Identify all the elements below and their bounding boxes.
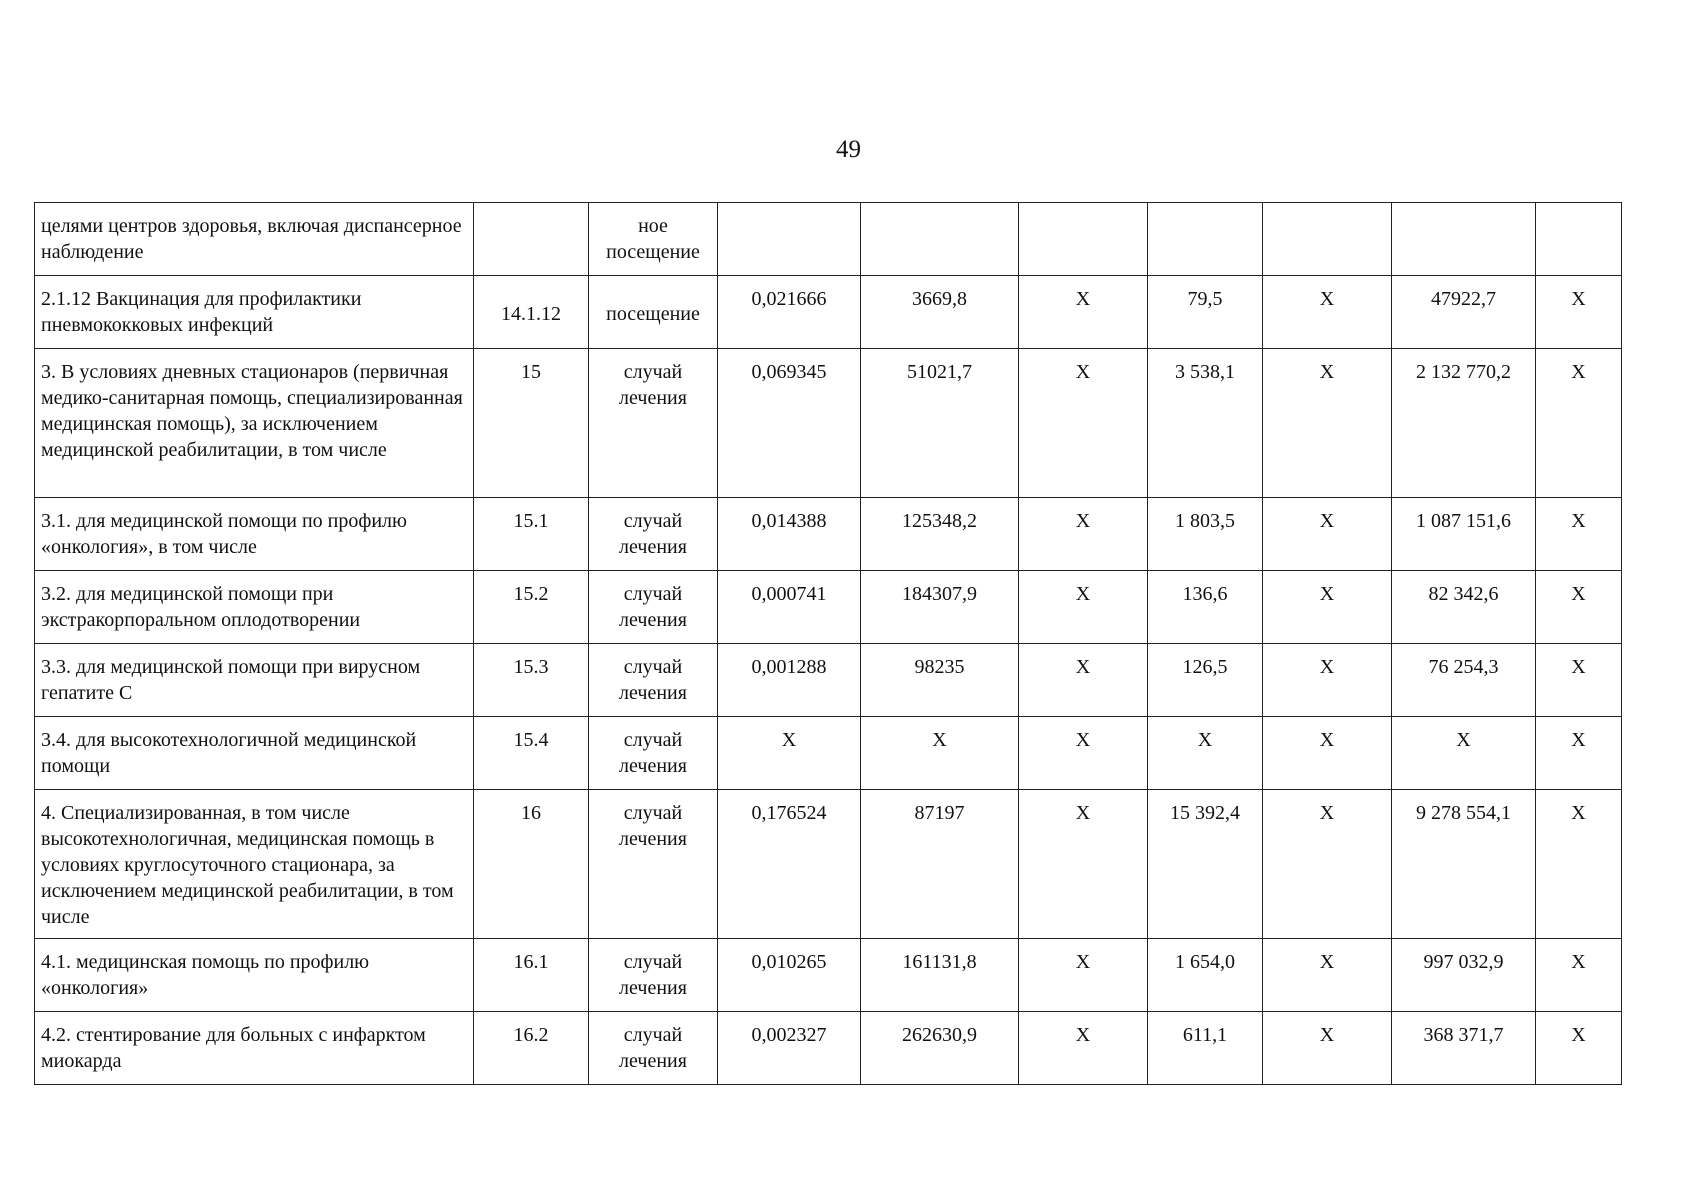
- value-cell: Х: [1263, 939, 1392, 1012]
- value-cell: [1392, 203, 1536, 276]
- value-cell: Х: [1536, 717, 1622, 790]
- row-code-cell: 16: [474, 790, 589, 939]
- value-cell: Х: [1536, 571, 1622, 644]
- row-code-cell: 15.2: [474, 571, 589, 644]
- unit-cell: случай лечения: [589, 644, 718, 717]
- row-name-cell: 4. Специализированная, в том числе высокотехнологичная, медицинская помощь в условиях круглосуточного стационара, за исключением медицинской реабилитации, в том числе: [35, 790, 474, 939]
- value-cell: Х: [1019, 939, 1148, 1012]
- value-cell: 0,014388: [718, 498, 861, 571]
- row-code-cell: 15.3: [474, 644, 589, 717]
- value-cell: 125348,2: [861, 498, 1019, 571]
- value-cell: [1019, 203, 1148, 276]
- value-cell: 15 392,4: [1148, 790, 1263, 939]
- value-cell: 368 371,7: [1392, 1012, 1536, 1085]
- table-row: [35, 1012, 1622, 1085]
- unit-cell: случай лечения: [589, 790, 718, 939]
- value-cell: Х: [1019, 790, 1148, 939]
- value-cell: 9 278 554,1: [1392, 790, 1536, 939]
- row-name-cell: 2.1.12 Вакцинация для профилактики пневмококковых инфекций: [35, 276, 474, 349]
- value-cell: Х: [1536, 276, 1622, 349]
- value-cell: Х: [1536, 1012, 1622, 1085]
- value-cell: Х: [1019, 276, 1148, 349]
- value-cell: Х: [861, 717, 1019, 790]
- value-cell: 87197: [861, 790, 1019, 939]
- unit-cell: случай лечения: [589, 717, 718, 790]
- value-cell: 82 342,6: [1392, 571, 1536, 644]
- value-cell: Х: [1536, 498, 1622, 571]
- value-cell: 47922,7: [1392, 276, 1536, 349]
- value-cell: 1 087 151,6: [1392, 498, 1536, 571]
- row-name-cell: 3.1. для медицинской помощи по профилю «онкология», в том числе: [35, 498, 474, 571]
- unit-cell: случай лечения: [589, 1012, 718, 1085]
- value-cell: 0,001288: [718, 644, 861, 717]
- table-row: [35, 790, 1622, 939]
- value-cell: 0,021666: [718, 276, 861, 349]
- value-cell: 2 132 770,2: [1392, 349, 1536, 498]
- unit-cell: ное посещение: [589, 203, 718, 276]
- table-row: [35, 498, 1622, 571]
- row-code-cell: [474, 203, 589, 276]
- value-cell: 51021,7: [861, 349, 1019, 498]
- value-cell: 161131,8: [861, 939, 1019, 1012]
- value-cell: Х: [1536, 939, 1622, 1012]
- row-code-cell: 16.1: [474, 939, 589, 1012]
- value-cell: Х: [1263, 717, 1392, 790]
- value-cell: 0,176524: [718, 790, 861, 939]
- value-cell: 79,5: [1148, 276, 1263, 349]
- value-cell: 126,5: [1148, 644, 1263, 717]
- value-cell: 1 803,5: [1148, 498, 1263, 571]
- table-row: [35, 349, 1622, 498]
- value-cell: Х: [1019, 717, 1148, 790]
- value-cell: [1536, 203, 1622, 276]
- value-cell: 136,6: [1148, 571, 1263, 644]
- value-cell: Х: [1019, 571, 1148, 644]
- row-code-cell: 15: [474, 349, 589, 498]
- value-cell: Х: [1019, 349, 1148, 498]
- value-cell: 76 254,3: [1392, 644, 1536, 717]
- row-code-cell: 16.2: [474, 1012, 589, 1085]
- unit-cell: случай лечения: [589, 349, 718, 498]
- value-cell: 184307,9: [861, 571, 1019, 644]
- row-code-cell: 15.1: [474, 498, 589, 571]
- value-cell: 0,002327: [718, 1012, 861, 1085]
- row-name-cell: 3.4. для высокотехнологичной медицинской помощи: [35, 717, 474, 790]
- table-row: [35, 571, 1622, 644]
- value-cell: Х: [1148, 717, 1263, 790]
- unit-cell: посещение: [589, 276, 718, 349]
- value-cell: Х: [1263, 644, 1392, 717]
- value-cell: [1148, 203, 1263, 276]
- row-name-cell: целями центров здоровья, включая диспансерное наблюдение: [35, 203, 474, 276]
- row-name-cell: 4.2. стентирование для больных с инфарктом миокарда: [35, 1012, 474, 1085]
- value-cell: [718, 203, 861, 276]
- value-cell: 3 538,1: [1148, 349, 1263, 498]
- value-cell: Х: [1536, 790, 1622, 939]
- value-cell: 0,069345: [718, 349, 861, 498]
- unit-cell: случай лечения: [589, 939, 718, 1012]
- value-cell: Х: [1536, 644, 1622, 717]
- value-cell: 611,1: [1148, 1012, 1263, 1085]
- value-cell: [861, 203, 1019, 276]
- row-code-cell: 14.1.12: [474, 276, 589, 349]
- value-cell: 0,000741: [718, 571, 861, 644]
- value-cell: 0,010265: [718, 939, 861, 1012]
- value-cell: 3669,8: [861, 276, 1019, 349]
- value-cell: Х: [718, 717, 861, 790]
- row-name-cell: 3.2. для медицинской помощи при экстракорпоральном оплодотворении: [35, 571, 474, 644]
- value-cell: Х: [1263, 498, 1392, 571]
- value-cell: Х: [1019, 498, 1148, 571]
- value-cell: [1263, 203, 1392, 276]
- data-table: [34, 202, 1622, 1085]
- value-cell: Х: [1536, 349, 1622, 498]
- value-cell: 1 654,0: [1148, 939, 1263, 1012]
- value-cell: Х: [1263, 1012, 1392, 1085]
- row-name-cell: 3.3. для медицинской помощи при вирусном гепатите С: [35, 644, 474, 717]
- value-cell: 98235: [861, 644, 1019, 717]
- row-name-cell: 4.1. медицинская помощь по профилю «онкология»: [35, 939, 474, 1012]
- page-number: 49: [836, 136, 861, 163]
- unit-cell: случай лечения: [589, 571, 718, 644]
- value-cell: Х: [1263, 349, 1392, 498]
- table-row: [35, 276, 1622, 349]
- unit-cell: случай лечения: [589, 498, 718, 571]
- value-cell: 997 032,9: [1392, 939, 1536, 1012]
- table-row: [35, 939, 1622, 1012]
- row-code-cell: 15.4: [474, 717, 589, 790]
- value-cell: Х: [1019, 1012, 1148, 1085]
- value-cell: Х: [1263, 571, 1392, 644]
- value-cell: Х: [1019, 644, 1148, 717]
- value-cell: Х: [1263, 276, 1392, 349]
- value-cell: 262630,9: [861, 1012, 1019, 1085]
- table-row: [35, 717, 1622, 790]
- value-cell: Х: [1392, 717, 1536, 790]
- table-row: [35, 203, 1622, 276]
- value-cell: Х: [1263, 790, 1392, 939]
- table-row: [35, 644, 1622, 717]
- row-name-cell: 3. В условиях дневных стационаров (первичная медико-санитарная помощь, специализированная медицинская помощь), за исключением медицинской реабилитации, в том числе: [35, 349, 474, 498]
